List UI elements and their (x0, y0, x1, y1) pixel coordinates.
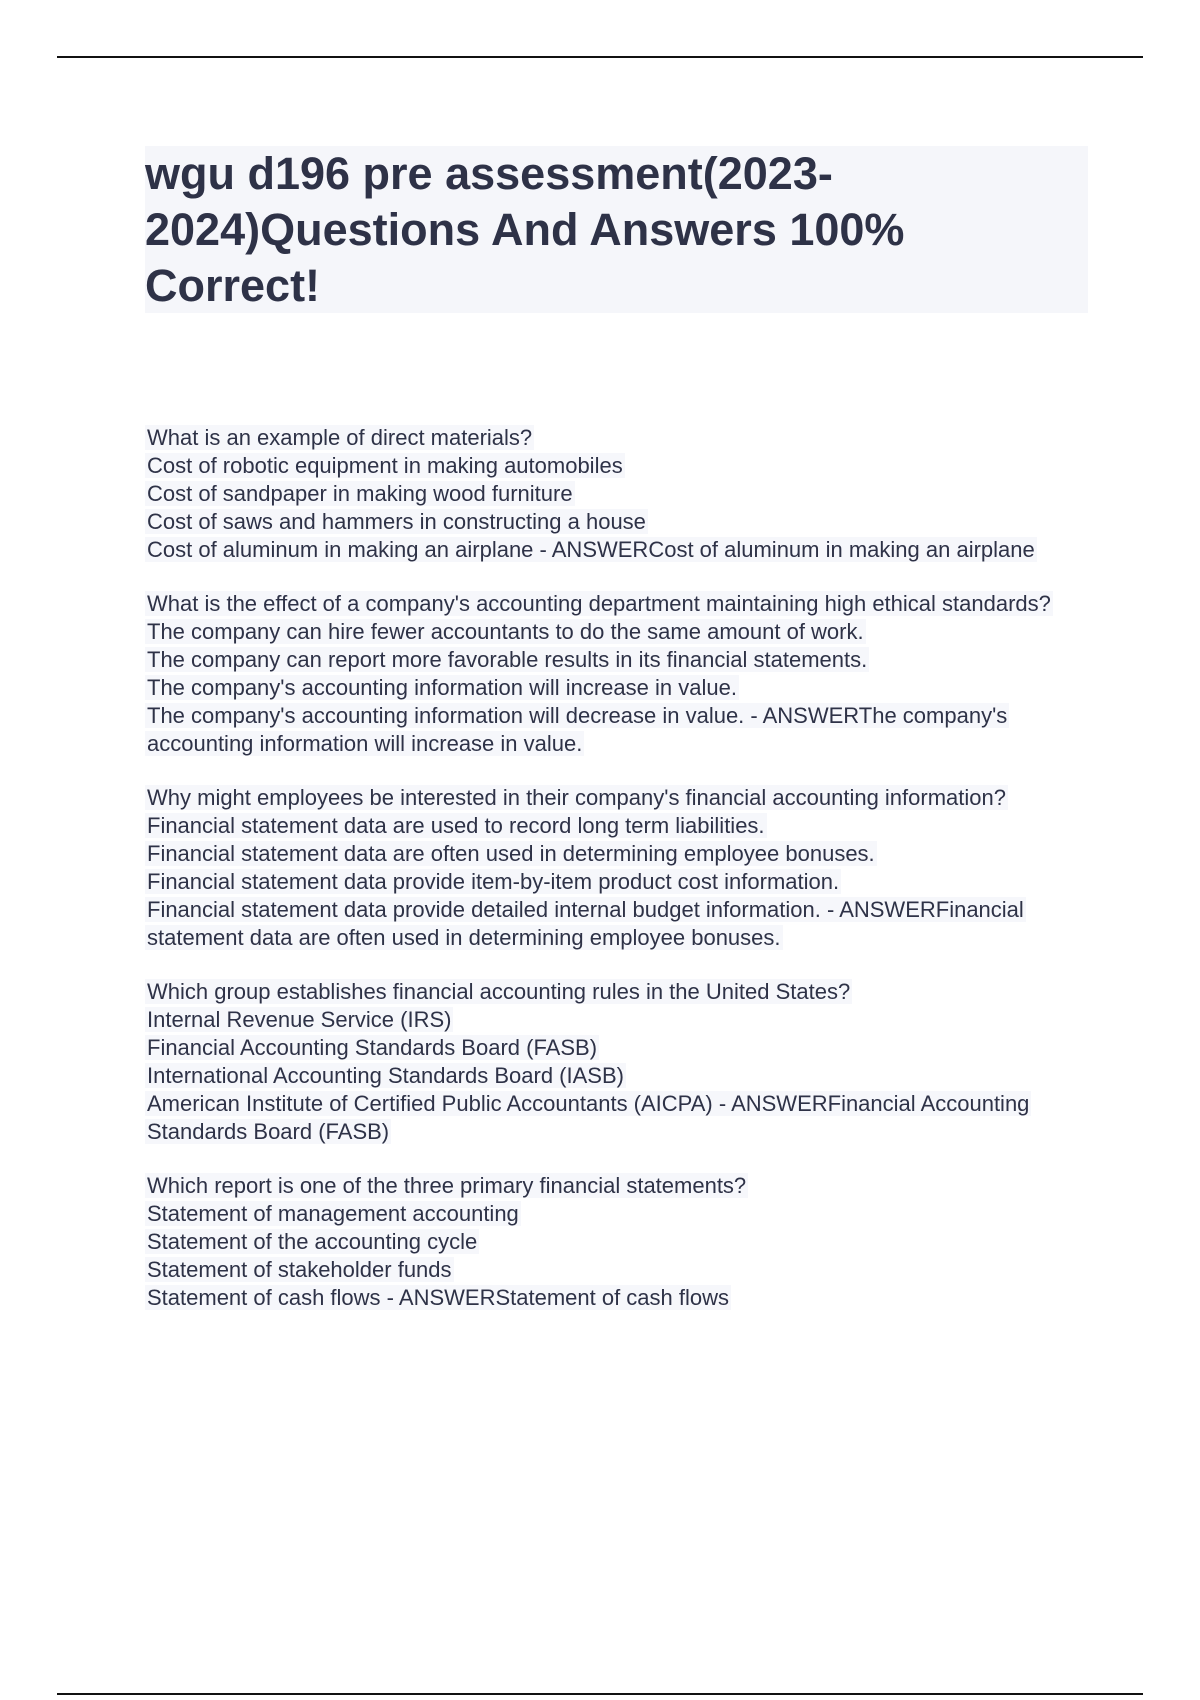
qa-item (145, 590, 1105, 758)
question-text: Why might employees be interested in their company's financial accounting information? (147, 785, 1006, 810)
qa-item (145, 978, 1105, 1146)
answer-option: Cost of saws and hammers in constructing a house (147, 509, 646, 534)
answer-option: Financial Accounting Standards Board (FASB) (147, 1035, 598, 1060)
answer-option: The company's accounting information will increase in value. (147, 675, 737, 700)
answer-option-with-answer: Cost of aluminum in making an airplane - ANSWERCost of aluminum in making an airplane (147, 537, 1035, 562)
answer-option: Statement of stakeholder funds (147, 1257, 452, 1282)
answer-option-with-answer: Statement of cash flows - ANSWERStatement of cash flows (147, 1285, 730, 1310)
qa-item (145, 424, 1105, 564)
question-text: What is the effect of a company's accounting department maintaining high ethical standards? (147, 591, 1051, 616)
answer-option: Statement of the accounting cycle (147, 1229, 478, 1254)
question-text: Which group establishes financial accounting rules in the United States? (147, 979, 851, 1004)
answer-option: Financial statement data provide item-by-item product cost information. (147, 869, 840, 894)
answer-option: The company can hire fewer accountants to do the same amount of work. (147, 619, 864, 644)
question-text: What is an example of direct materials? (147, 425, 533, 450)
answer-option-with-answer: The company's accounting information will decrease in value. - ANSWERThe company's accounting information will increase in value. (147, 703, 1008, 756)
qa-list (145, 424, 1105, 1338)
answer-option: Financial statement data are often used in determining employee bonuses. (147, 841, 875, 866)
answer-option: Statement of management accounting (147, 1201, 519, 1226)
answer-option: The company can report more favorable results in its financial statements. (147, 647, 868, 672)
question-text: Which report is one of the three primary financial statements? (147, 1173, 747, 1198)
top-rule (57, 56, 1143, 58)
answer-option-with-answer: American Institute of Certified Public Accountants (AICPA) - ANSWERFinancial Accounting Standards Board (FASB) (147, 1091, 1030, 1144)
qa-item (145, 784, 1105, 952)
bottom-rule (57, 1693, 1143, 1695)
answer-option: Internal Revenue Service (IRS) (147, 1007, 452, 1032)
answer-option: Cost of sandpaper in making wood furniture (147, 481, 573, 506)
answer-option: Financial statement data are used to record long term liabilities. (147, 813, 765, 838)
qa-item (145, 1172, 1105, 1312)
answer-option: Cost of robotic equipment in making automobiles (147, 453, 623, 478)
page-title: wgu d196 pre assessment(2023-2024)Questions And Answers 100% Correct! (145, 148, 905, 311)
answer-option-with-answer: Financial statement data provide detailed internal budget information. - ANSWERFinancial statement data are often used in determining employee bonuses. (147, 897, 1024, 950)
answer-option: International Accounting Standards Board (IASB) (147, 1063, 624, 1088)
title-block (145, 146, 1088, 313)
